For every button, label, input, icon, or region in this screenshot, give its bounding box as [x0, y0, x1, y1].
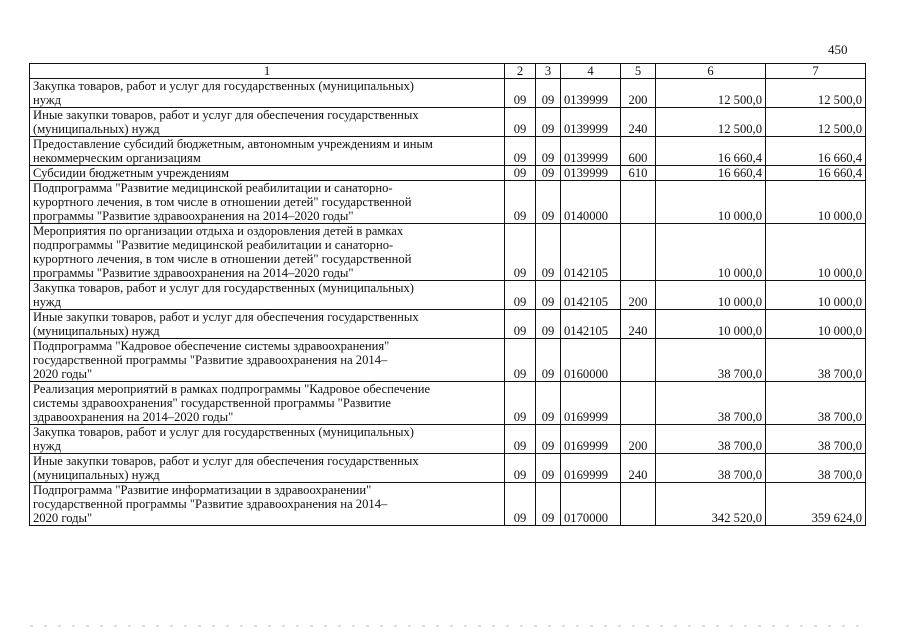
expense-type-code — [621, 181, 656, 224]
description-line: подпрограммы "Развитие медицинской реабилитации и санаторно- — [33, 238, 394, 252]
target-article-code: 0170000 — [561, 483, 621, 526]
section-code: 09 — [505, 137, 536, 166]
header-col-1: 1 — [30, 64, 505, 79]
target-article-code: 0169999 — [561, 454, 621, 483]
description-line: нужд — [33, 439, 61, 453]
section-code: 09 — [505, 382, 536, 425]
target-article-code: 0160000 — [561, 339, 621, 382]
subsection-code: 09 — [536, 166, 561, 181]
target-article-code: 0139999 — [561, 166, 621, 181]
amount-col-6: 38 700,0 — [656, 382, 766, 425]
row-description — [30, 224, 505, 281]
description-line: Подпрограмма "Кадровое обеспечение системы здравоохранения" — [33, 339, 390, 353]
subsection-code: 09 — [536, 181, 561, 224]
target-article-code: 0139999 — [561, 137, 621, 166]
row-description — [30, 483, 505, 526]
section-code: 09 — [505, 339, 536, 382]
amount-col-7: 10 000,0 — [766, 224, 866, 281]
amount-col-6: 10 000,0 — [656, 310, 766, 339]
subsection-code: 09 — [536, 79, 561, 108]
scan-artifact-line — [30, 625, 870, 627]
amount-col-6: 38 700,0 — [656, 454, 766, 483]
amount-col-6: 38 700,0 — [656, 339, 766, 382]
description-line: Субсидии бюджетным учреждениям — [33, 166, 229, 180]
table-row — [30, 137, 866, 166]
section-code: 09 — [505, 310, 536, 339]
table-row — [30, 79, 866, 108]
budget-table — [29, 63, 866, 526]
header-col-2: 2 — [505, 64, 536, 79]
target-article-code: 0142105 — [561, 281, 621, 310]
row-description — [30, 454, 505, 483]
expense-type-code: 200 — [621, 79, 656, 108]
description-line: Мероприятия по организации отдыха и оздоровления детей в рамках — [33, 224, 404, 238]
header-col-4: 4 — [561, 64, 621, 79]
description-line: 2020 годы" — [33, 367, 93, 381]
row-description — [30, 425, 505, 454]
description-line: Предоставление субсидий бюджетным, автономным учреждениям и иным — [33, 137, 433, 151]
amount-col-7: 38 700,0 — [766, 425, 866, 454]
amount-col-6: 12 500,0 — [656, 79, 766, 108]
amount-col-7: 10 000,0 — [766, 310, 866, 339]
table-row — [30, 108, 866, 137]
description-line: программы "Развитие здравоохранения на 2014–2020 годы" — [33, 209, 354, 223]
section-code: 09 — [505, 108, 536, 137]
description-line: некоммерческим организациям — [33, 151, 201, 165]
description-line: Закупка товаров, работ и услуг для государственных (муниципальных) — [33, 425, 414, 439]
target-article-code: 0169999 — [561, 382, 621, 425]
section-code: 09 — [505, 483, 536, 526]
table-row — [30, 339, 866, 382]
subsection-code: 09 — [536, 137, 561, 166]
section-code: 09 — [505, 454, 536, 483]
header-col-3: 3 — [536, 64, 561, 79]
subsection-code: 09 — [536, 339, 561, 382]
table-row — [30, 166, 866, 181]
table-row — [30, 224, 866, 281]
subsection-code: 09 — [536, 425, 561, 454]
target-article-code: 0169999 — [561, 425, 621, 454]
table-header-row — [30, 64, 866, 79]
description-line: Иные закупки товаров, работ и услуг для обеспечения государственных — [33, 108, 419, 122]
subsection-code: 09 — [536, 454, 561, 483]
expense-type-code: 240 — [621, 108, 656, 137]
description-line: системы здравоохранения" государственной программы "Развитие — [33, 396, 391, 410]
amount-col-6: 38 700,0 — [656, 425, 766, 454]
expense-type-code: 200 — [621, 425, 656, 454]
header-col-5: 5 — [621, 64, 656, 79]
description-line: Закупка товаров, работ и услуг для государственных (муниципальных) — [33, 281, 414, 295]
table-row — [30, 425, 866, 454]
table-row — [30, 310, 866, 339]
section-code: 09 — [505, 281, 536, 310]
row-description — [30, 181, 505, 224]
description-line: Подпрограмма "Развитие медицинской реабилитации и санаторно- — [33, 181, 393, 195]
description-line: нужд — [33, 93, 61, 107]
expense-type-code — [621, 382, 656, 425]
description-line: Иные закупки товаров, работ и услуг для обеспечения государственных — [33, 454, 419, 468]
table-row — [30, 382, 866, 425]
amount-col-6: 16 660,4 — [656, 166, 766, 181]
row-description — [30, 166, 505, 181]
subsection-code: 09 — [536, 281, 561, 310]
table-row — [30, 281, 866, 310]
description-line: курортного лечения, в том числе в отношении детей" государственной — [33, 252, 412, 266]
description-line: (муниципальных) нужд — [33, 122, 160, 136]
amount-col-6: 10 000,0 — [656, 281, 766, 310]
expense-type-code — [621, 483, 656, 526]
expense-type-code: 600 — [621, 137, 656, 166]
row-description — [30, 281, 505, 310]
description-line: государственной программы "Развитие здравоохранения на 2014– — [33, 353, 388, 367]
expense-type-code — [621, 224, 656, 281]
description-line: Иные закупки товаров, работ и услуг для обеспечения государственных — [33, 310, 419, 324]
section-code: 09 — [505, 224, 536, 281]
amount-col-7: 12 500,0 — [766, 79, 866, 108]
amount-col-6: 10 000,0 — [656, 224, 766, 281]
amount-col-6: 342 520,0 — [656, 483, 766, 526]
header-col-7: 7 — [766, 64, 866, 79]
table-row — [30, 483, 866, 526]
amount-col-7: 16 660,4 — [766, 166, 866, 181]
amount-col-6: 12 500,0 — [656, 108, 766, 137]
section-code: 09 — [505, 79, 536, 108]
table-row — [30, 454, 866, 483]
table-body — [30, 79, 866, 526]
description-line: 2020 годы" — [33, 511, 93, 525]
amount-col-7: 12 500,0 — [766, 108, 866, 137]
amount-col-6: 16 660,4 — [656, 137, 766, 166]
amount-col-7: 10 000,0 — [766, 281, 866, 310]
subsection-code: 09 — [536, 310, 561, 339]
target-article-code: 0140000 — [561, 181, 621, 224]
page-number: 450 — [828, 42, 848, 57]
description-line: Подпрограмма "Развитие информатизации в здравоохранении" — [33, 483, 372, 497]
expense-type-code — [621, 339, 656, 382]
description-line: нужд — [33, 295, 61, 309]
section-code: 09 — [505, 425, 536, 454]
row-description — [30, 79, 505, 108]
expense-type-code: 240 — [621, 454, 656, 483]
description-line: (муниципальных) нужд — [33, 468, 160, 482]
amount-col-7: 10 000,0 — [766, 181, 866, 224]
target-article-code: 0139999 — [561, 79, 621, 108]
amount-col-7: 359 624,0 — [766, 483, 866, 526]
header-col-6: 6 — [656, 64, 766, 79]
amount-col-7: 38 700,0 — [766, 339, 866, 382]
table-row — [30, 181, 866, 224]
section-code: 09 — [505, 166, 536, 181]
section-code: 09 — [505, 181, 536, 224]
subsection-code: 09 — [536, 483, 561, 526]
expense-type-code: 610 — [621, 166, 656, 181]
amount-col-7: 16 660,4 — [766, 137, 866, 166]
subsection-code: 09 — [536, 108, 561, 137]
row-description — [30, 339, 505, 382]
row-description — [30, 382, 505, 425]
row-description — [30, 137, 505, 166]
amount-col-7: 38 700,0 — [766, 382, 866, 425]
subsection-code: 09 — [536, 224, 561, 281]
amount-col-6: 10 000,0 — [656, 181, 766, 224]
row-description — [30, 108, 505, 137]
target-article-code: 0142105 — [561, 224, 621, 281]
expense-type-code: 240 — [621, 310, 656, 339]
amount-col-7: 38 700,0 — [766, 454, 866, 483]
description-line: программы "Развитие здравоохранения на 2014–2020 годы" — [33, 266, 354, 280]
subsection-code: 09 — [536, 382, 561, 425]
description-line: здравоохранения на 2014–2020 годы" — [33, 410, 234, 424]
row-description — [30, 310, 505, 339]
target-article-code: 0139999 — [561, 108, 621, 137]
target-article-code: 0142105 — [561, 310, 621, 339]
expense-type-code: 200 — [621, 281, 656, 310]
description-line: Реализация мероприятий в рамках подпрограммы "Кадровое обеспечение — [33, 382, 431, 396]
description-line: Закупка товаров, работ и услуг для государственных (муниципальных) — [33, 79, 414, 93]
description-line: (муниципальных) нужд — [33, 324, 160, 338]
description-line: государственной программы "Развитие здравоохранения на 2014– — [33, 497, 388, 511]
description-line: курортного лечения, в том числе в отношении детей" государственной — [33, 195, 412, 209]
